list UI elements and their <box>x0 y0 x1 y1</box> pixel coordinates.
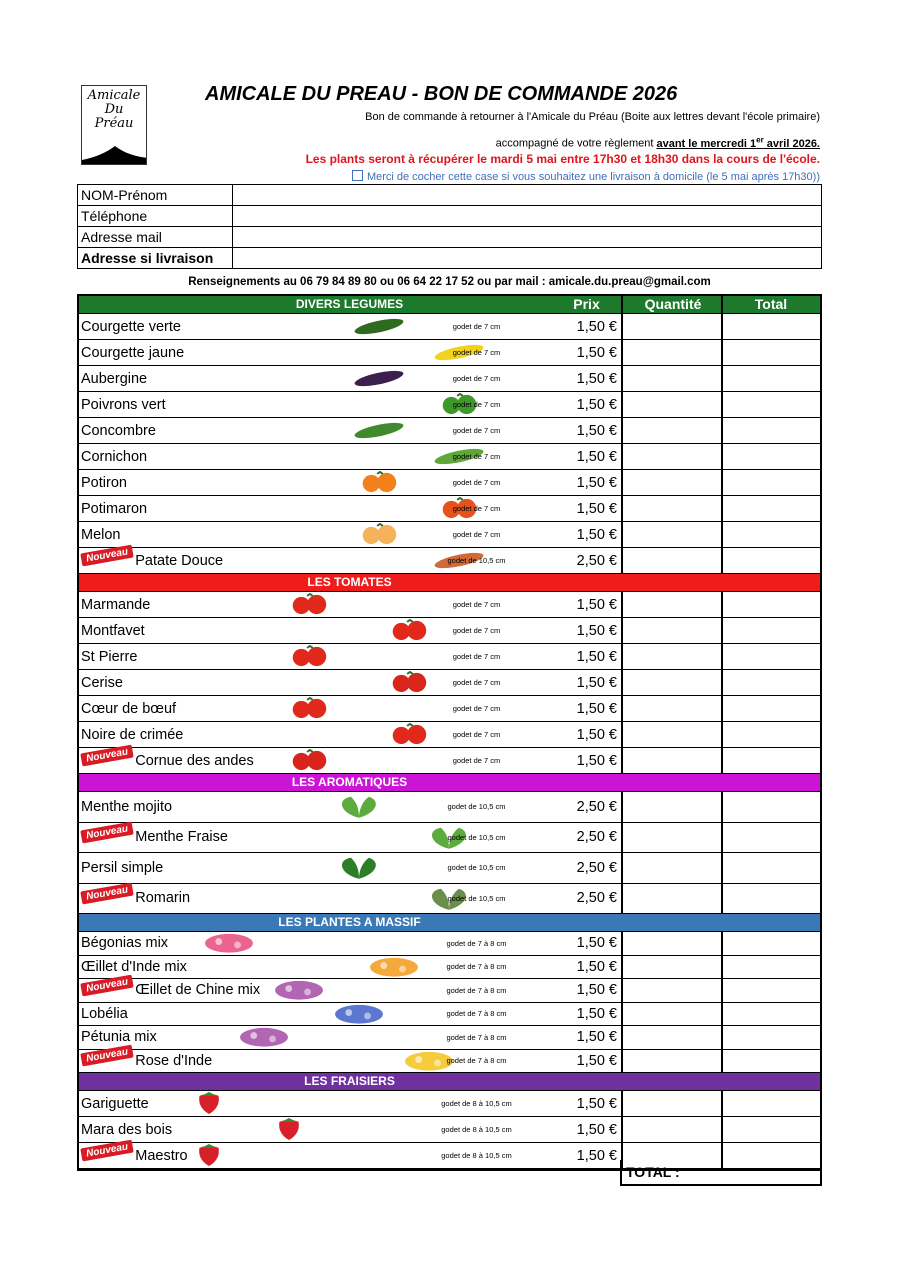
payment-deadline <box>496 135 820 150</box>
new-badge: Nouveau <box>80 745 134 767</box>
contact-info: Renseignements au 06 79 84 89 80 ou 06 64 22 17 52 ou par mail : amicale.du.preau@gmail.com <box>188 276 711 288</box>
quantity-cell[interactable] <box>623 366 721 391</box>
product-row <box>79 956 820 980</box>
pot-size: godet de 7 cm <box>452 322 501 331</box>
quantity-cell[interactable] <box>623 444 721 469</box>
product-name: Nouveau Rose d'Inde <box>81 1050 212 1073</box>
section-title: LES TOMATES <box>307 575 392 589</box>
product-row <box>79 618 820 644</box>
product-row <box>79 470 820 496</box>
product-row <box>79 670 820 696</box>
product-name: Mara des bois <box>81 1121 173 1138</box>
product-name: Lobélia <box>81 1005 128 1022</box>
section-header <box>79 296 820 314</box>
product-name: Nouveau Cornue des andes <box>81 748 254 773</box>
unit-price: 2,50 € <box>576 798 617 815</box>
field-input-address[interactable] <box>233 248 822 269</box>
column-header-total: Total <box>754 296 788 312</box>
delivery-label: Merci de cocher cette case si vous souhaitez une livraison à domicile (le 5 mai après 17h30)) <box>366 171 820 183</box>
section-header <box>79 574 820 592</box>
pot-size: godet de 7 cm <box>452 504 501 513</box>
line-total-cell[interactable] <box>723 618 820 643</box>
pickup-info: Les plants seront à récupérer le mardi 5 mai entre 17h30 et 18h30 dans la cours de l'école. <box>305 152 820 166</box>
unit-price: 1,50 € <box>576 935 617 952</box>
tomato-icon <box>279 645 339 668</box>
pot-size: godet de 7 cm <box>452 374 501 383</box>
total-label: TOTAL : <box>626 1164 680 1180</box>
pot-size: godet de 7 cm <box>452 478 501 487</box>
unit-price: 1,50 € <box>576 1095 617 1112</box>
line-total-cell[interactable] <box>723 1003 820 1026</box>
line-total-cell[interactable] <box>723 670 820 695</box>
quantity-cell[interactable] <box>623 748 721 773</box>
unit-price: 1,50 € <box>576 1052 617 1069</box>
unit-price: 1,50 € <box>576 726 617 743</box>
new-badge: Nouveau <box>80 821 134 843</box>
new-badge: Nouveau <box>80 882 134 904</box>
unit-price: 2,50 € <box>576 829 617 846</box>
unit-price: 1,50 € <box>576 318 617 335</box>
line-total-cell[interactable] <box>723 823 820 853</box>
line-total-cell[interactable] <box>723 644 820 669</box>
delivery-option <box>352 170 820 183</box>
product-name: Nouveau Œillet de Chine mix <box>81 979 260 1002</box>
new-badge: Nouveau <box>80 1045 134 1067</box>
strawberry-icon <box>179 1144 239 1167</box>
pot-size: godet de 8 à 10,5 cm <box>441 1099 512 1108</box>
logo-line-3: Préau <box>94 116 134 131</box>
pot-size: godet de 7 cm <box>452 426 501 435</box>
quantity-cell[interactable] <box>623 884 721 914</box>
quantity-cell[interactable] <box>623 592 721 617</box>
quantity-cell[interactable] <box>623 1117 721 1142</box>
line-total-cell[interactable] <box>723 1050 820 1073</box>
product-name: Nouveau Maestro <box>81 1143 188 1168</box>
pot-size: godet de 7 à 8 cm <box>446 985 507 995</box>
quantity-cell[interactable] <box>623 722 721 747</box>
product-row <box>79 1117 820 1143</box>
line-total-cell[interactable] <box>723 470 820 495</box>
line-total-cell[interactable] <box>723 314 820 339</box>
unit-price: 1,50 € <box>576 674 617 691</box>
quantity-cell[interactable] <box>623 792 721 822</box>
unit-price: 2,50 € <box>576 890 617 907</box>
quantity-cell[interactable] <box>623 470 721 495</box>
unit-price: 1,50 € <box>576 500 617 517</box>
product-row <box>79 722 820 748</box>
quantity-cell[interactable] <box>623 644 721 669</box>
field-label-name: NOM-Prénom <box>78 185 233 206</box>
quantity-cell[interactable] <box>623 496 721 521</box>
product-row <box>79 1091 820 1117</box>
section-header <box>79 914 820 932</box>
pot-size: godet de 7 cm <box>452 452 501 461</box>
field-input-name[interactable] <box>233 185 822 206</box>
line-total-cell[interactable] <box>723 1026 820 1049</box>
product-row <box>79 392 820 418</box>
unit-price: 1,50 € <box>576 648 617 665</box>
pot-size: godet de 7 cm <box>452 400 501 409</box>
product-row <box>79 366 820 392</box>
pot-size: godet de 8 à 10,5 cm <box>441 1151 512 1160</box>
product-name: Potimaron <box>81 500 148 517</box>
line-total-cell[interactable] <box>723 496 820 521</box>
section-title: LES AROMATIQUES <box>291 775 408 789</box>
section-title: DIVERS LEGUMES <box>295 297 404 311</box>
quantity-cell[interactable] <box>623 548 721 573</box>
pot-size: godet de 7 cm <box>452 530 501 539</box>
pot-size: godet de 7 cm <box>452 756 501 765</box>
order-table <box>77 294 822 1171</box>
line-total-cell[interactable] <box>723 340 820 365</box>
line-total-cell[interactable] <box>723 792 820 822</box>
unit-price: 2,50 € <box>576 552 617 569</box>
quantity-cell[interactable] <box>623 853 721 883</box>
unit-price: 1,50 € <box>576 448 617 465</box>
tomato-icon <box>279 697 339 720</box>
product-name: Œillet d'Inde mix <box>81 958 187 975</box>
product-name: Nouveau Romarin <box>81 884 190 914</box>
column-header-quantity: Quantité <box>644 296 702 312</box>
pot-size: godet de 7 cm <box>452 348 501 357</box>
unit-price: 1,50 € <box>576 370 617 387</box>
column-header-price: Prix <box>573 296 600 312</box>
pot-size: godet de 7 cm <box>452 600 501 609</box>
pot-size: godet de 7 à 8 cm <box>446 1009 507 1019</box>
quantity-cell[interactable] <box>623 696 721 721</box>
line-total-cell[interactable] <box>723 722 820 747</box>
product-name: St Pierre <box>81 648 138 665</box>
pot-size: godet de 10,5 cm <box>447 863 506 873</box>
line-total-cell[interactable] <box>723 1091 820 1116</box>
field-label-email: Adresse mail <box>78 227 233 248</box>
product-name: Poivrons vert <box>81 396 166 413</box>
flower-pink-icon <box>199 933 259 954</box>
product-row <box>79 932 820 956</box>
product-row <box>79 823 820 854</box>
field-input-email[interactable] <box>233 227 822 248</box>
line-total-cell[interactable] <box>723 932 820 955</box>
new-badge: Nouveau <box>80 545 134 567</box>
product-name: Concombre <box>81 422 156 439</box>
product-name: Pétunia mix <box>81 1029 157 1046</box>
product-row <box>79 1003 820 1027</box>
line-total-cell[interactable] <box>723 956 820 979</box>
product-row <box>79 1046 820 1074</box>
product-name: Menthe mojito <box>81 798 173 815</box>
association-logo <box>81 85 147 165</box>
payment-prefix: accompagné de votre règlement <box>495 137 654 150</box>
product-name: Marmande <box>81 596 151 613</box>
hill-silhouette-icon <box>82 140 147 164</box>
quantity-cell[interactable] <box>623 1026 721 1049</box>
flower-purple-icon <box>269 980 329 1001</box>
quantity-cell[interactable] <box>623 618 721 643</box>
unit-price: 1,50 € <box>576 982 617 999</box>
grand-total-cell[interactable] <box>620 1160 822 1186</box>
pot-size: godet de 10,5 cm <box>447 893 506 903</box>
product-row <box>79 976 820 1003</box>
quantity-cell[interactable] <box>623 1003 721 1026</box>
logo-line-2: Du <box>104 102 124 117</box>
unit-price: 1,50 € <box>576 1029 617 1046</box>
new-badge: Nouveau <box>80 1140 134 1162</box>
product-row <box>79 644 820 670</box>
pot-size: godet de 7 cm <box>452 730 501 739</box>
mint-icon <box>329 793 389 821</box>
section-header <box>79 774 820 792</box>
product-row <box>79 496 820 522</box>
quantity-cell[interactable] <box>623 979 721 1002</box>
line-total-cell[interactable] <box>723 548 820 573</box>
section-title: LES FRAISIERS <box>304 1074 395 1088</box>
pot-size: godet de 7 à 8 cm <box>446 938 507 948</box>
quantity-cell[interactable] <box>623 418 721 443</box>
unit-price: 1,50 € <box>576 396 617 413</box>
quantity-cell[interactable] <box>623 392 721 417</box>
quantity-cell[interactable] <box>623 956 721 979</box>
product-name: Courgette jaune <box>81 344 185 361</box>
flower-purple-icon <box>234 1027 294 1048</box>
product-name: Melon <box>81 526 121 543</box>
product-name: Cœur de bœuf <box>81 700 177 717</box>
pot-size: godet de 7 à 8 cm <box>446 962 507 972</box>
unit-price: 1,50 € <box>576 474 617 491</box>
product-name: Nouveau Menthe Fraise <box>81 823 228 853</box>
unit-price: 1,50 € <box>576 622 617 639</box>
product-row <box>79 696 820 722</box>
quantity-cell[interactable] <box>623 932 721 955</box>
product-row <box>79 884 820 915</box>
quantity-cell[interactable] <box>623 314 721 339</box>
product-row <box>79 853 820 884</box>
deadline-date: avant le mercredi 1er avril 2026. <box>656 135 820 150</box>
field-label-phone: Téléphone <box>78 206 233 227</box>
pot-size: godet de 10,5 cm <box>447 802 506 812</box>
product-row <box>79 748 820 774</box>
section-title: LES PLANTES A MASSIF <box>278 915 421 929</box>
strawberry-icon <box>179 1092 239 1115</box>
product-row <box>79 592 820 618</box>
customer-info-table <box>77 184 822 269</box>
unit-price: 1,50 € <box>576 1147 617 1164</box>
line-total-cell[interactable] <box>723 418 820 443</box>
product-row <box>79 340 820 366</box>
flower-blue-icon <box>329 1004 389 1025</box>
line-total-cell[interactable] <box>723 853 820 883</box>
new-badge: Nouveau <box>80 974 134 996</box>
tomato-icon <box>279 593 339 616</box>
logo-line-1: Amicale <box>87 88 141 103</box>
quantity-cell[interactable] <box>623 1091 721 1116</box>
pot-size: godet de 7 cm <box>452 678 501 687</box>
pot-size: godet de 7 cm <box>452 704 501 713</box>
product-row <box>79 548 820 574</box>
unit-price: 2,50 € <box>576 859 617 876</box>
quantity-cell[interactable] <box>623 340 721 365</box>
unit-price: 1,50 € <box>576 700 617 717</box>
parsley-icon <box>329 854 389 882</box>
unit-price: 1,50 € <box>576 958 617 975</box>
pot-size: godet de 8 à 10,5 cm <box>441 1125 512 1134</box>
pot-size: godet de 7 à 8 cm <box>446 1056 507 1066</box>
product-name: Aubergine <box>81 370 148 387</box>
pot-size: godet de 10,5 cm <box>447 556 506 565</box>
pot-size: godet de 10,5 cm <box>447 832 506 842</box>
product-name: Noire de crimée <box>81 726 184 743</box>
line-total-cell[interactable] <box>723 522 820 547</box>
unit-price: 1,50 € <box>576 422 617 439</box>
line-total-cell[interactable] <box>723 884 820 914</box>
line-total-cell[interactable] <box>723 696 820 721</box>
strawberry-icon <box>259 1118 319 1141</box>
pepper-red-icon <box>279 749 339 772</box>
product-name: Courgette verte <box>81 318 181 335</box>
section-header <box>79 1073 820 1091</box>
product-row <box>79 314 820 340</box>
product-row <box>79 418 820 444</box>
product-name: Nouveau Patate Douce <box>81 548 223 573</box>
product-row <box>79 444 820 470</box>
line-total-cell[interactable] <box>723 444 820 469</box>
line-total-cell[interactable] <box>723 592 820 617</box>
product-name: Montfavet <box>81 622 145 639</box>
unit-price: 1,50 € <box>576 1005 617 1022</box>
pot-size: godet de 7 à 8 cm <box>446 1032 507 1042</box>
unit-price: 1,50 € <box>576 526 617 543</box>
product-name: Cerise <box>81 674 123 691</box>
delivery-checkbox[interactable] <box>352 170 363 181</box>
page-title: AMICALE DU PREAU - BON DE COMMANDE 2026 <box>205 83 678 105</box>
pot-size: godet de 7 cm <box>452 652 501 661</box>
pot-size: godet de 7 cm <box>452 626 501 635</box>
product-name: Gariguette <box>81 1095 149 1112</box>
line-total-cell[interactable] <box>723 748 820 773</box>
unit-price: 1,50 € <box>576 752 617 769</box>
product-row <box>79 792 820 823</box>
product-row <box>79 1026 820 1050</box>
field-input-phone[interactable] <box>233 206 822 227</box>
line-total-cell[interactable] <box>723 979 820 1002</box>
return-instructions: Bon de commande à retourner à l'Amicale du Préau (Boite aux lettres devant l'école primaire) <box>365 111 820 123</box>
product-row <box>79 522 820 548</box>
unit-price: 1,50 € <box>576 344 617 361</box>
quantity-cell[interactable] <box>623 823 721 853</box>
line-total-cell[interactable] <box>723 392 820 417</box>
field-label-address: Adresse si livraison <box>78 248 233 269</box>
product-name: Cornichon <box>81 448 148 465</box>
product-name: Persil simple <box>81 859 164 876</box>
unit-price: 1,50 € <box>576 596 617 613</box>
quantity-cell[interactable] <box>623 522 721 547</box>
unit-price: 1,50 € <box>576 1121 617 1138</box>
product-name: Potiron <box>81 474 127 491</box>
product-name: Bégonias mix <box>81 935 169 952</box>
quantity-cell[interactable] <box>623 670 721 695</box>
line-total-cell[interactable] <box>723 366 820 391</box>
line-total-cell[interactable] <box>723 1117 820 1142</box>
quantity-cell[interactable] <box>623 1050 721 1073</box>
